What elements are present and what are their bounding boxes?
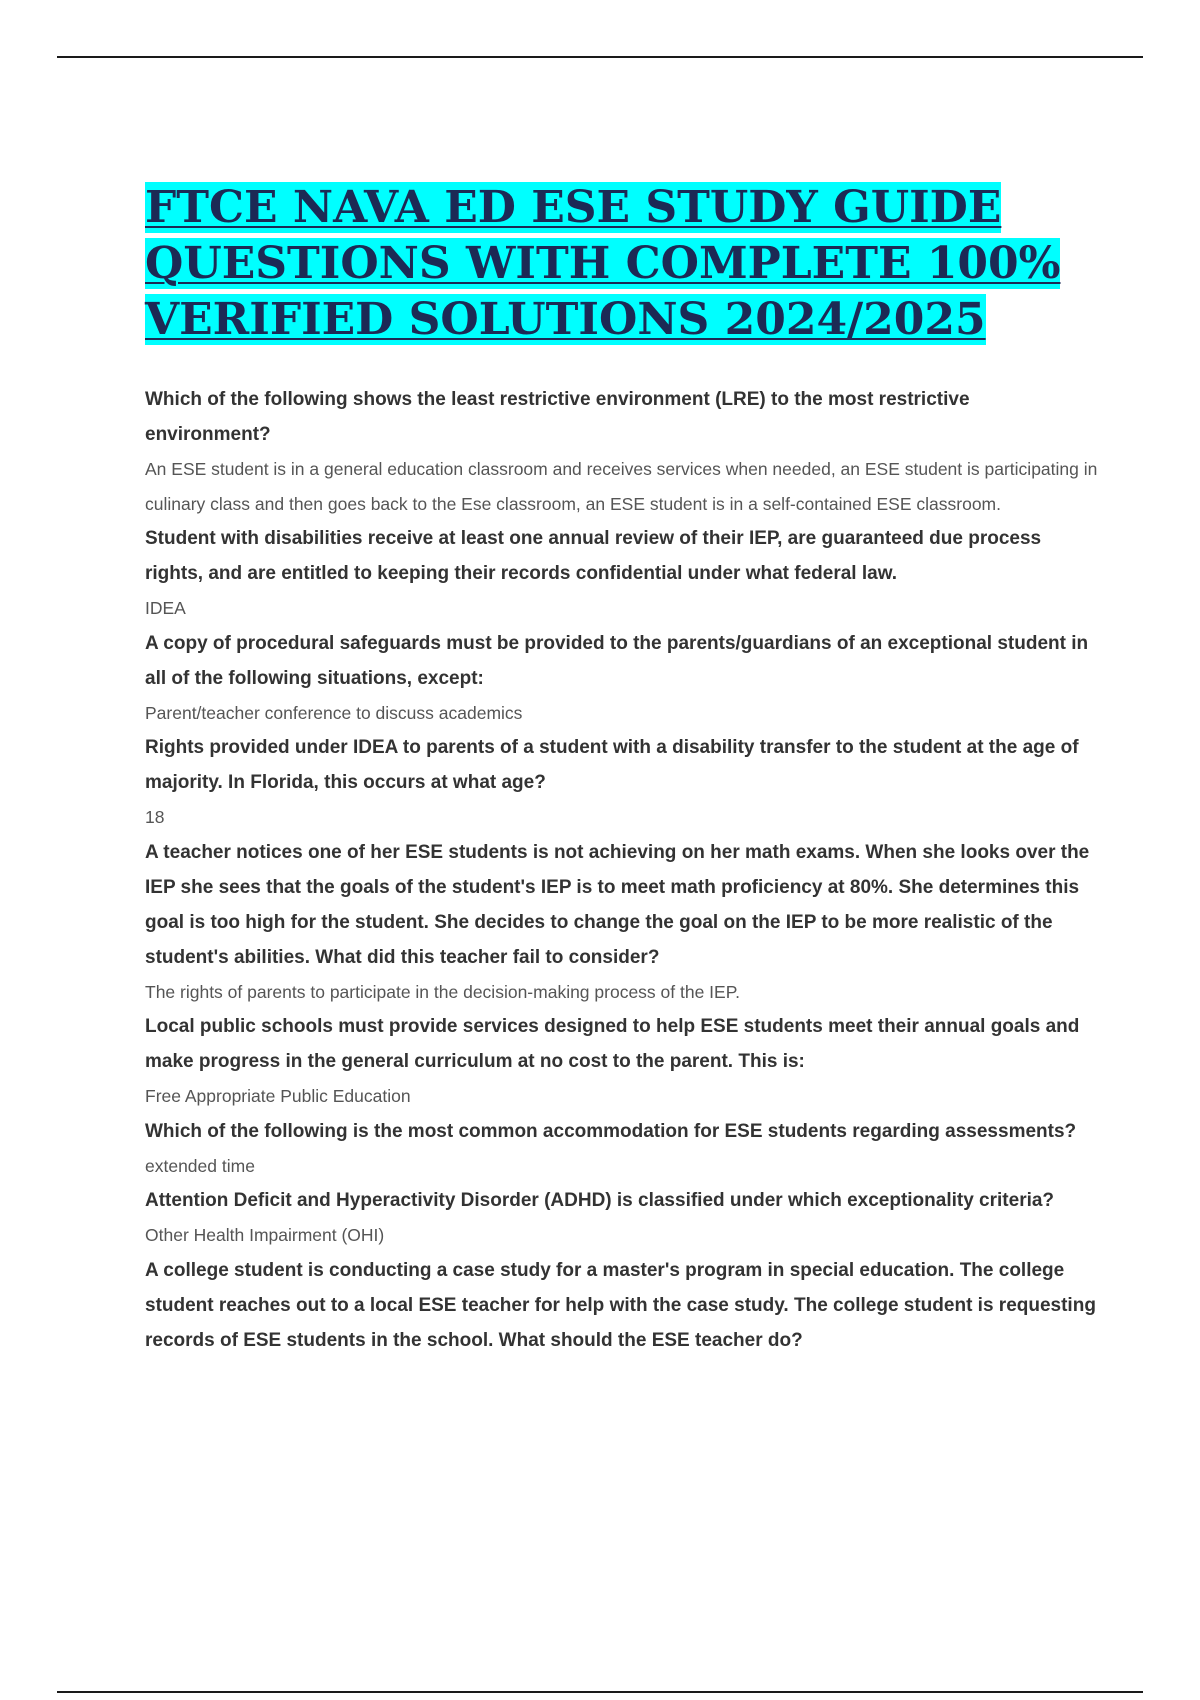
answer-text: Parent/teacher conference to discuss academics bbox=[145, 702, 523, 723]
document-body bbox=[145, 180, 1100, 1358]
question-text: Local public schools must provide services designed to help ESE students meet their annual goals and make progress in the general curriculum at no cost to the parent. This is: bbox=[145, 1016, 1080, 1072]
answer-text: IDEA bbox=[145, 598, 186, 618]
question-text: A teacher notices one of her ESE students is not achieving on her math exams. When she looks over the IEP she sees that the goals of the student's IEP is to meet math proficiency at 80%. She determines this goal is too high for the student. She decides to change the goal on the IEP to be more realistic of the student's abilities. What did this teacher fail to consider? bbox=[145, 841, 1090, 968]
question-text: Which of the following shows the least restrictive environment (LRE) to the most restrictive environment? bbox=[145, 389, 970, 445]
question-text: Attention Deficit and Hyperactivity Disorder (ADHD) is classified under which exceptionality criteria? bbox=[145, 1190, 1055, 1211]
question-text: Which of the following is the most common accommodation for ESE students regarding assessments? bbox=[145, 1120, 1077, 1142]
question-text: Rights provided under IDEA to parents of a student with a disability transfer to the student at the age of majority. In Florida, this occurs at what age? bbox=[145, 737, 1079, 793]
answer-text: Free Appropriate Public Education bbox=[145, 1086, 411, 1106]
answer-text: Other Health Impairment (OHI) bbox=[145, 1225, 385, 1245]
answer-text: An ESE student is in a general education classroom and receives services when needed, an ESE student is participating in culinary class and then goes back to the Ese classroom, an ESE student is in a self-contained ESE classroom. bbox=[145, 459, 1098, 514]
question-text: A copy of procedural safeguards must be provided to the parents/guardians of an exceptional student in all of the following situations, except: bbox=[145, 632, 1089, 689]
bottom-rule bbox=[57, 1691, 1143, 1693]
question-text: Student with disabilities receive at least one annual review of their IEP, are guaranteed due process rights, and are entitled to keeping their records confidential under what federal law. bbox=[145, 528, 1042, 584]
answer-text: extended time bbox=[145, 1155, 255, 1176]
qa-list bbox=[145, 382, 1100, 1358]
question-text: A college student is conducting a case study for a master's program in special education. The college student reaches out to a local ESE teacher for help with the case study. The college student is requesting records of ESE students in the school. What should the ESE teacher do? bbox=[145, 1259, 1096, 1351]
answer-text: 18 bbox=[145, 807, 165, 827]
document-title-text: FTCE NAVA ED ESE STUDY GUIDE QUESTIONS WITH COMPLETE 100% VERIFIED SOLUTIONS 2024/2025 bbox=[145, 182, 1061, 345]
answer-text: The rights of parents to participate in the decision-making process of the IEP. bbox=[145, 981, 740, 1002]
document-title bbox=[145, 180, 1100, 348]
top-rule bbox=[57, 56, 1143, 58]
